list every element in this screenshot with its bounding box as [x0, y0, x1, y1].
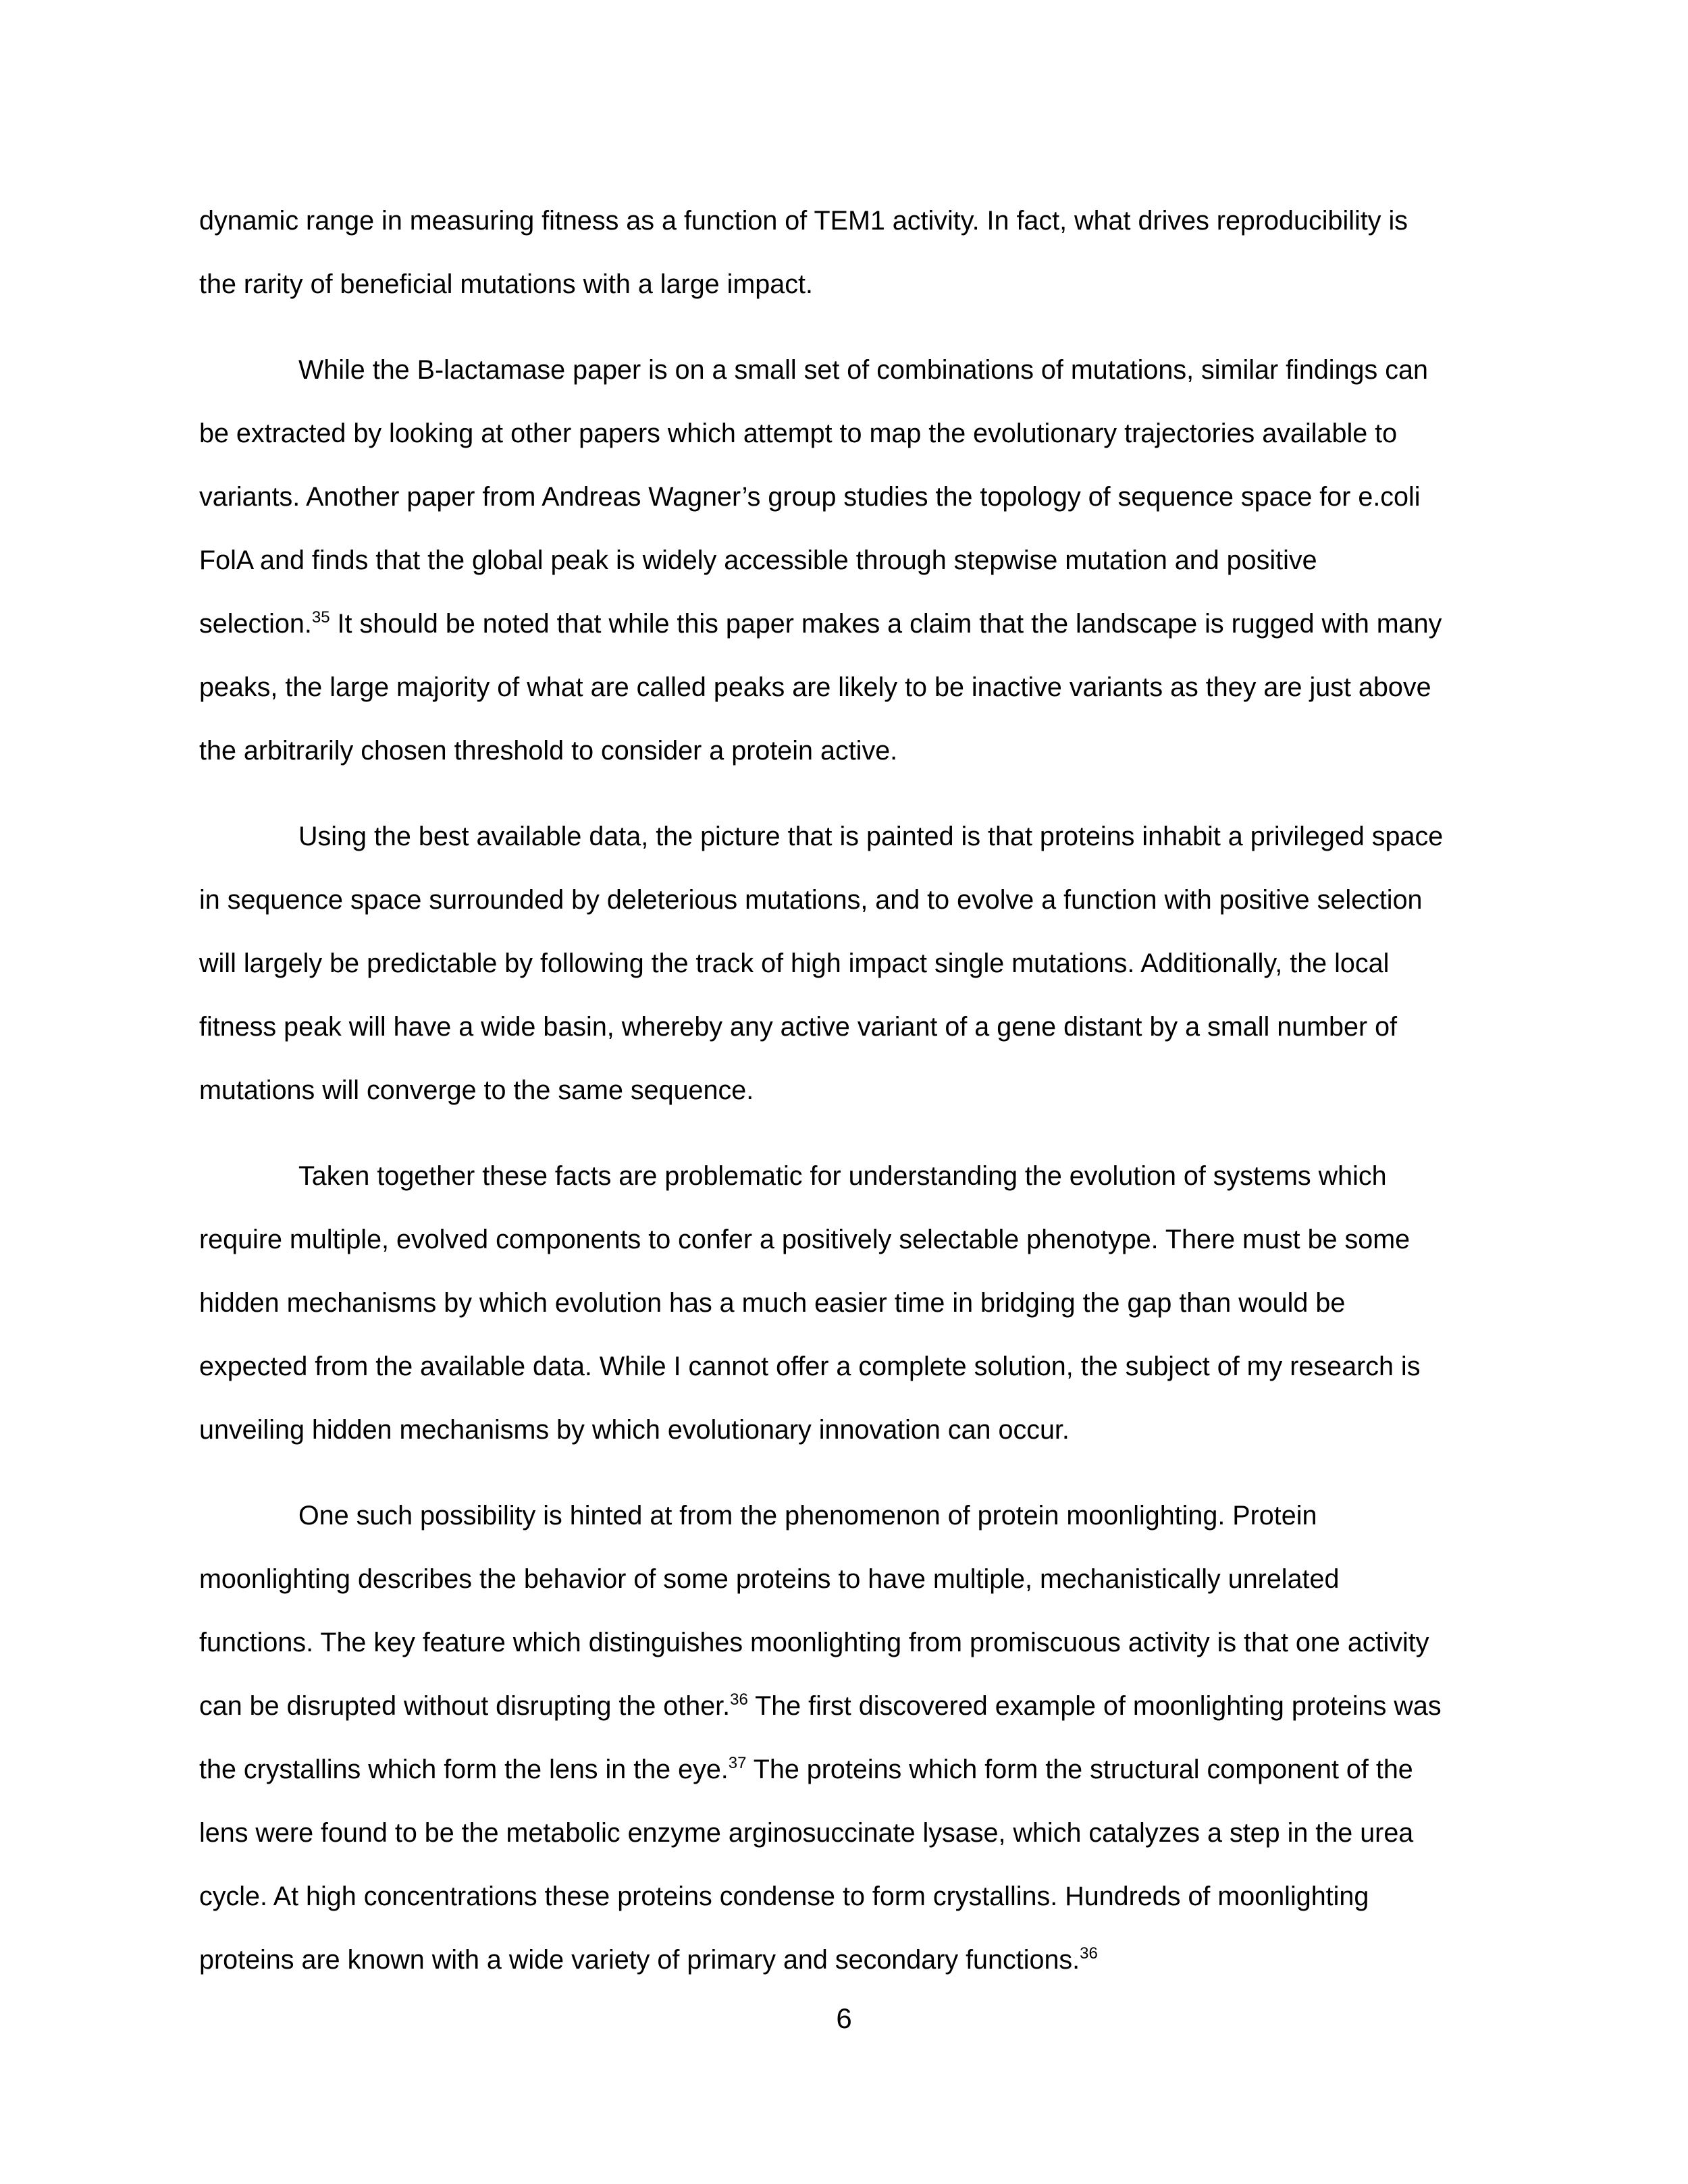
reference-36: 36 [730, 1690, 748, 1709]
text-line: moonlighting describes the behavior of some proteins to have multiple, mechanistically unrelated [199, 1564, 1340, 1594]
reference-36: 36 [1080, 1944, 1098, 1963]
text-fragment: proteins are known with a wide variety of primary and secondary functions. [199, 1945, 1080, 1975]
body-text [199, 189, 1492, 1992]
paragraph-3 [199, 805, 1492, 1122]
paragraph-5 [199, 1484, 1492, 1992]
text-line: functions. The key feature which distinguishes moonlighting from promiscuous activity is that one activity [199, 1628, 1429, 1657]
text-line: peaks, the large majority of what are called peaks are likely to be inactive variants as they are just above [199, 672, 1431, 702]
text-line: require multiple, evolved components to confer a positively selectable phenotype. There must be some [199, 1225, 1410, 1254]
text-line [199, 1738, 1492, 1801]
text-line [199, 592, 1492, 656]
text-line: Using the best available data, the picture that is painted is that proteins inhabit a privileged space [298, 822, 1444, 851]
text-line: One such possibility is hinted at from the phenomenon of protein moonlighting. Protein [298, 1501, 1317, 1530]
paragraph-gap [199, 1122, 1492, 1144]
page-number: 6 [836, 2002, 852, 2034]
text-line: While the B-lactamase paper is on a small set of combinations of mutations, similar findings can [298, 355, 1428, 385]
text-line: the rarity of beneficial mutations with a large impact. [199, 269, 813, 299]
text-fragment: It should be noted that while this paper makes a claim that the landscape is rugged with many [329, 609, 1442, 639]
reference-35: 35 [311, 608, 330, 627]
text-fragment: selection. [199, 609, 312, 639]
text-line: be extracted by looking at other papers which attempt to map the evolutionary trajectories available to [199, 419, 1398, 448]
paragraph-gap [199, 1462, 1492, 1484]
text-line: cycle. At high concentrations these proteins condense to form crystallins. Hundreds of moonlighting [199, 1882, 1369, 1911]
paragraph-2 [199, 338, 1492, 782]
text-fragment: can be disrupted without disrupting the other. [199, 1691, 731, 1721]
text-line: FolA and finds that the global peak is widely accessible through stepwise mutation and positive [199, 545, 1317, 575]
text-line: the arbitrarily chosen threshold to consider a protein active. [199, 736, 898, 766]
paragraph-4 [199, 1144, 1492, 1462]
text-line: expected from the available data. While I cannot offer a complete solution, the subject of my research is [199, 1352, 1421, 1381]
paragraph-gap [199, 316, 1492, 338]
paragraph-gap [199, 782, 1492, 805]
text-line: will largely be predictable by following the track of high impact single mutations. Additionally, the local [199, 949, 1390, 978]
text-line: lens were found to be the metabolic enzyme arginosuccinate lysase, which catalyzes a step in the urea [199, 1818, 1414, 1848]
text-fragment: The proteins which form the structural component of the [746, 1755, 1413, 1784]
text-line: dynamic range in measuring fitness as a function of TEM1 activity. In fact, what drives reproducibility is [199, 206, 1408, 236]
reference-37: 37 [728, 1754, 747, 1772]
text-fragment: The first discovered example of moonlighting proteins was [747, 1691, 1442, 1721]
text-line: in sequence space surrounded by deleterious mutations, and to evolve a function with positive selection [199, 885, 1423, 915]
paragraph-1 [199, 189, 1492, 316]
text-line: hidden mechanisms by which evolution has a much easier time in bridging the gap than would be [199, 1288, 1346, 1318]
text-line: unveiling hidden mechanisms by which evolutionary innovation can occur. [199, 1415, 1070, 1445]
text-line: mutations will converge to the same sequence. [199, 1075, 754, 1105]
text-line: variants. Another paper from Andreas Wagner’s group studies the topology of sequence space for e.coli [199, 482, 1421, 512]
text-line [199, 1674, 1492, 1738]
text-line: Taken together these facts are problematic for understanding the evolution of systems which [298, 1161, 1387, 1191]
text-fragment: the crystallins which form the lens in the eye. [199, 1755, 729, 1784]
text-line: fitness peak will have a wide basin, whereby any active variant of a gene distant by a small number of [199, 1012, 1398, 1042]
text-line [199, 1928, 1492, 1992]
